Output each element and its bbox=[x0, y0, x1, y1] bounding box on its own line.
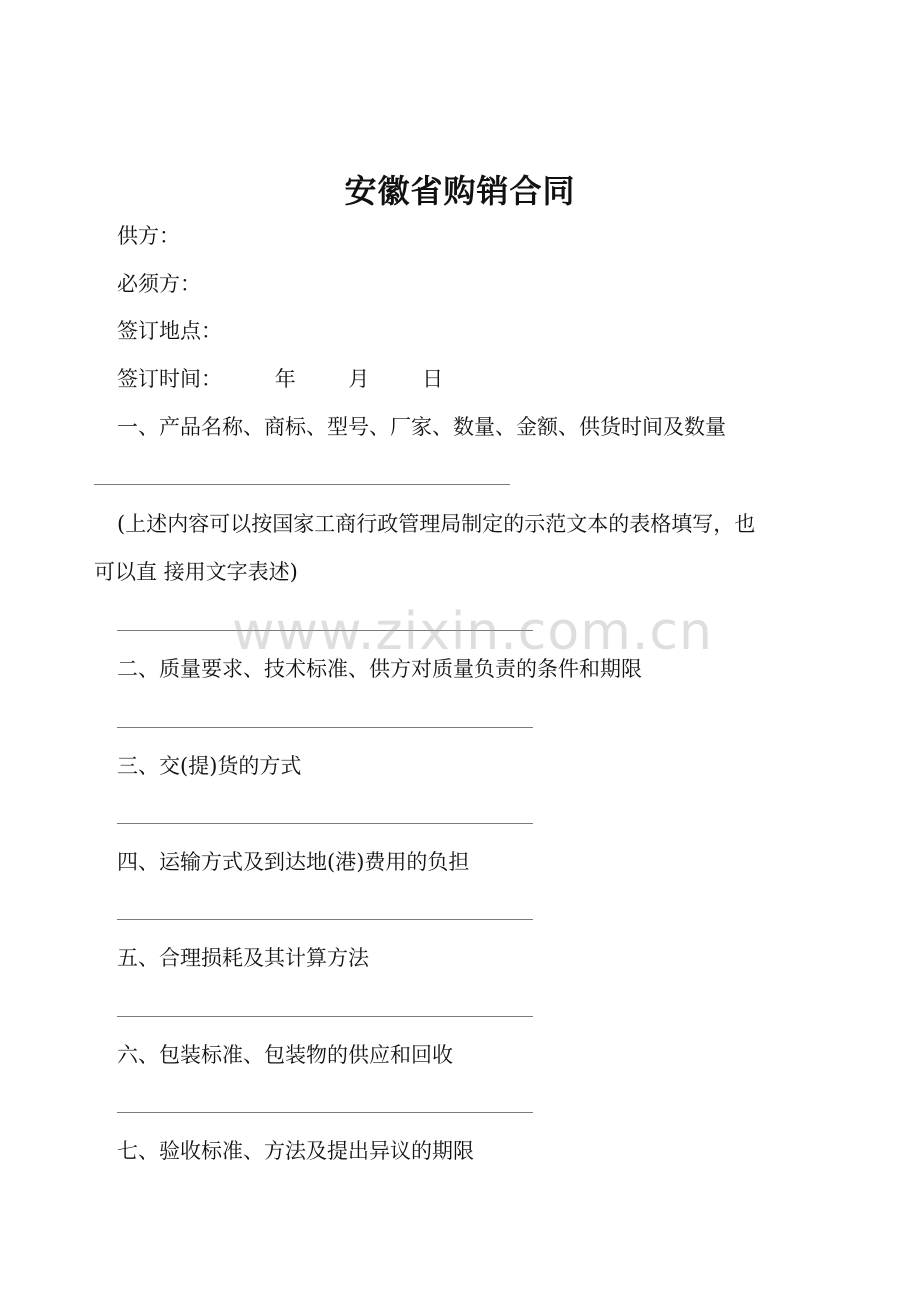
signing-time-row bbox=[117, 364, 443, 394]
section-3-fill-line bbox=[117, 823, 533, 824]
supplier-label: 供方： bbox=[117, 224, 180, 248]
section-7-heading: 七、验收标准、方法及提出异议的期限 bbox=[117, 1139, 474, 1163]
section-3-heading: 三、交(提)货的方式 bbox=[117, 754, 302, 778]
document-title: 安徽省购销合同 bbox=[344, 172, 576, 210]
section-4-heading: 四、运输方式及到达地(港)费用的负担 bbox=[117, 850, 470, 874]
watermark: www.zixin.com.cn bbox=[232, 602, 713, 662]
year-label: 年 bbox=[274, 367, 296, 391]
section-2-fill-line bbox=[117, 727, 533, 728]
section-5-heading: 五、合理损耗及其计算方法 bbox=[117, 946, 369, 970]
day-label: 日 bbox=[422, 367, 444, 391]
section-6-fill-line bbox=[117, 1112, 533, 1113]
section-4-fill-line bbox=[117, 919, 533, 920]
buyer-label: 必须方： bbox=[117, 272, 201, 296]
section-1-note-line-2: 可以直 接用文字表述) bbox=[94, 560, 298, 584]
signing-place-label: 签订地点： bbox=[117, 319, 222, 343]
section-2-heading: 二、质量要求、技术标准、供方对质量负责的条件和期限 bbox=[117, 657, 642, 681]
section-1-note-line-1: (上述内容可以按国家工商行政管理局制定的示范文本的表格填写，也 bbox=[117, 512, 756, 536]
month-label: 月 bbox=[348, 367, 370, 391]
section-5-fill-line bbox=[117, 1016, 533, 1017]
section-1-fill-line bbox=[94, 484, 510, 485]
section-1-heading: 一、产品名称、商标、型号、厂家、数量、金额、供货时间及数量 bbox=[117, 415, 726, 439]
signing-time-label: 签订时间： bbox=[117, 367, 222, 391]
section-6-heading: 六、包装标准、包装物的供应和回收 bbox=[117, 1043, 453, 1067]
